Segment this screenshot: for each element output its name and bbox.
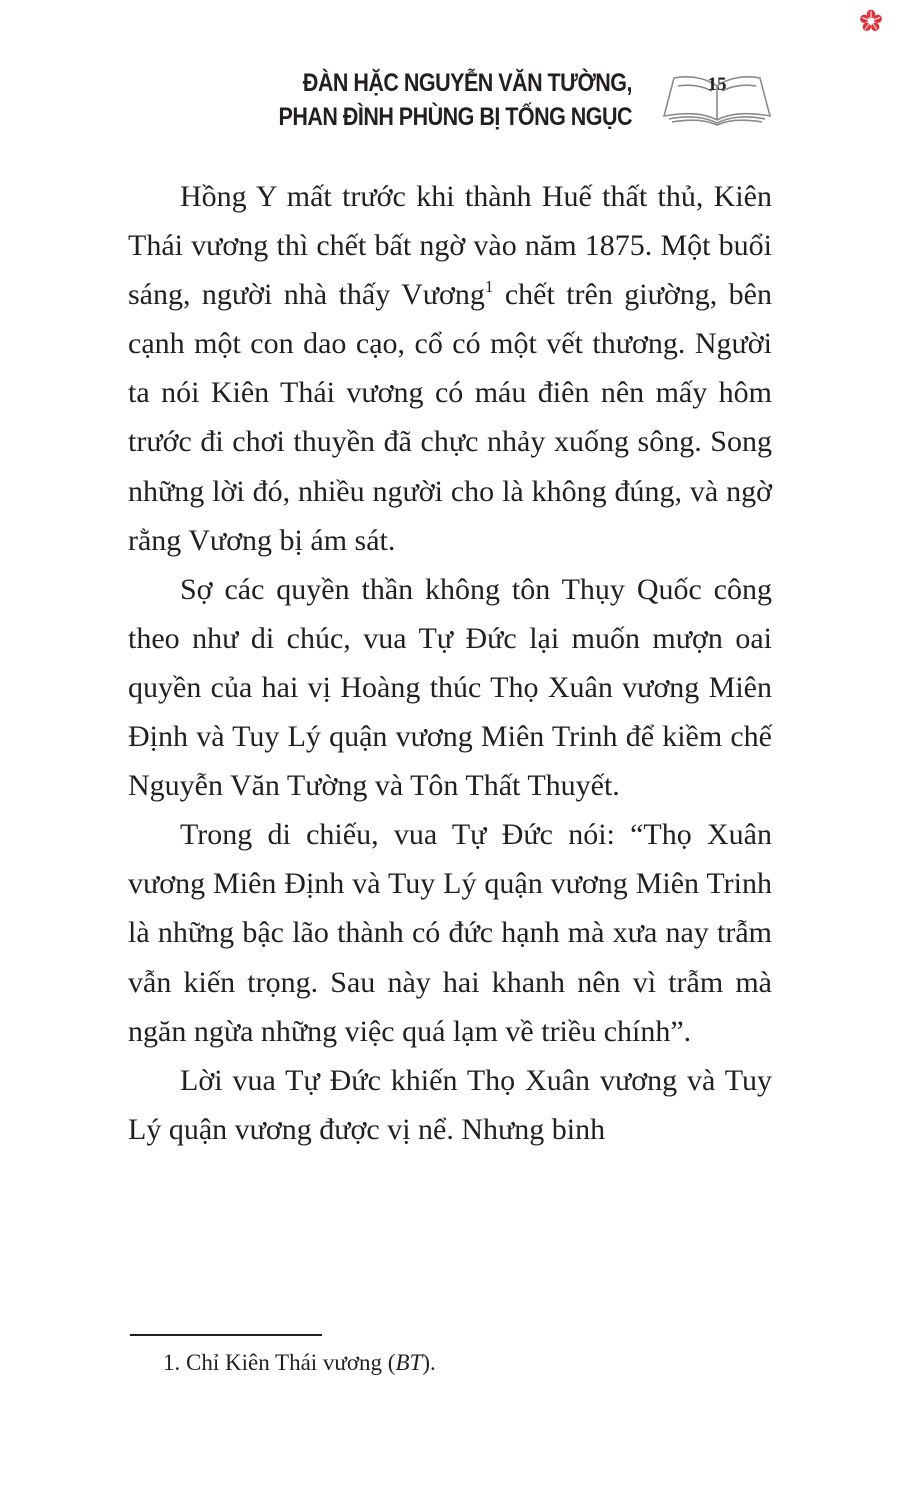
running-head-line-2: PHAN ĐÌNH PHÙNG BỊ TỐNG NGỤC [278, 103, 632, 131]
footnote-text: 1. Chỉ Kiên Thái vương ( [163, 1350, 396, 1375]
running-head [279, 66, 632, 134]
footnote-reference: 1 [484, 277, 494, 297]
paragraph-1-text-cont: chết trên giường, bên cạnh một con dao cạo, cổ có một vết thương. Người ta nói Kiên Thái vương có máu điên nên mấy hôm trước đi chơi thuyền đã chực nhảy xuống sông. Song những lời đó, nhiều người cho là không đúng, và ngờ rằng Vương bị ám sát. [128, 278, 772, 557]
footnote-italic: BT [395, 1350, 423, 1375]
paragraph-1 [128, 172, 772, 565]
paragraph-2: Sợ các quyền thần không tôn Thụy Quốc công theo như di chúc, vua Tự Đức lại muốn mượn oai quyền của hai vị Hoàng thúc Thọ Xuân vương Miên Định và Tuy Lý quận vương Miên Trinh để kiềm chế Nguyễn Văn Tường và Tôn Thất Thuyết. [128, 572, 772, 803]
body-text [128, 172, 772, 1154]
page-number: 15 [707, 74, 727, 95]
paragraph-4: Lời vua Tự Đức khiến Thọ Xuân vương và Tuy Lý quận vương được vị nể. Nhưng binh [128, 1063, 772, 1146]
flower-logo-icon [858, 8, 884, 34]
footnote-end: ). [422, 1350, 436, 1375]
footnote-divider [130, 1334, 322, 1336]
paragraph-1-text: Hồng Y mất trước khi thành Huế thất thủ, Kiên Thái vương thì chết bất ngờ vào năm 1875. Một buổi sáng, người nhà thấy Vương [128, 180, 772, 312]
paragraph-3: Trong di chiếu, vua Tự Đức nói: “Thọ Xuân vương Miên Định và Tuy Lý quận vương Miên Trinh là những bậc lão thành có đức hạnh mà xưa nay trẫm vẫn kiến trọng. Sau này hai khanh nên vì trẫm mà ngăn ngừa những việc quá lạm về triều chính”. [128, 818, 772, 1048]
footnote [163, 1348, 436, 1378]
running-head-line-1: ĐÀN HẶC NGUYỄN VĂN TƯỜNG, [302, 69, 632, 97]
